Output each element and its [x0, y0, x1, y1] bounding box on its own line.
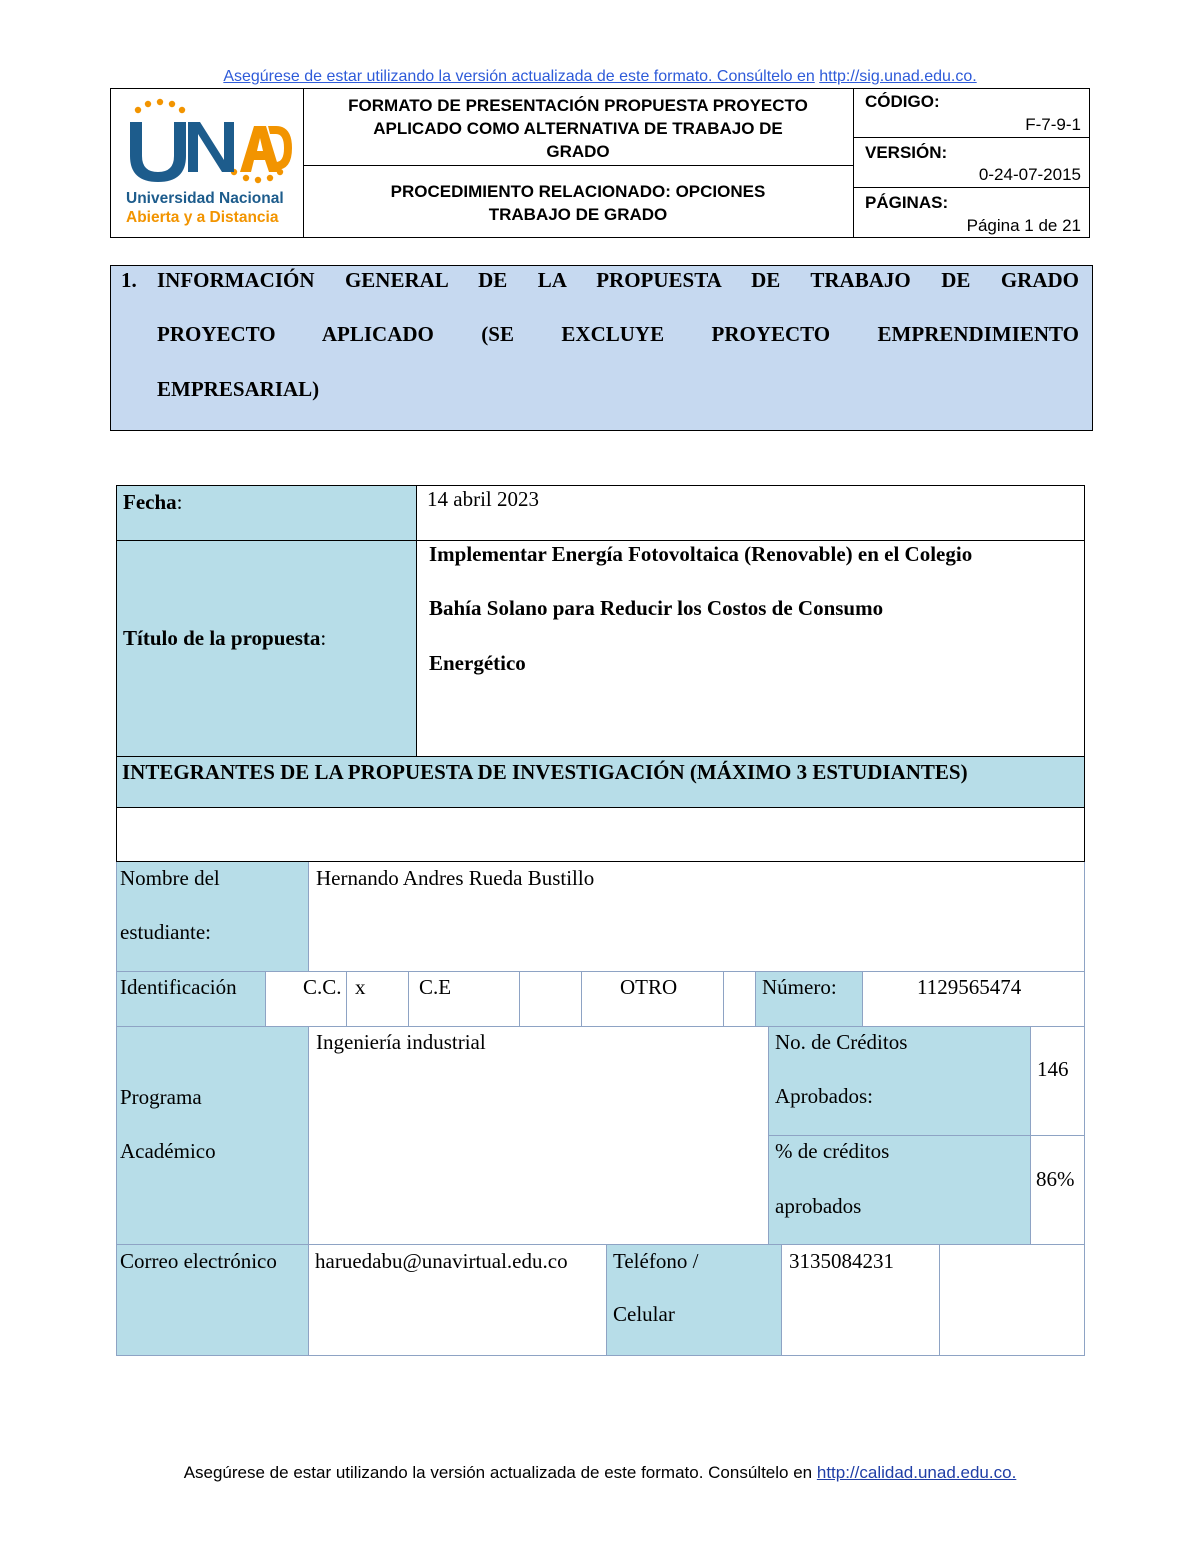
cc-mark: x [355, 975, 366, 999]
top-notice-link[interactable]: http://sig.unad.edu.co. [819, 68, 977, 85]
nombre-label-line-2: estudiante: [120, 920, 211, 944]
bottom-notice-link[interactable]: http://calidad.unad.edu.co. [816, 1463, 1017, 1482]
format-title-line-3: GRADO [546, 142, 610, 161]
telefono-label-line-2: Celular [613, 1302, 675, 1326]
titulo-label-text: Título de la propuesta [123, 626, 321, 650]
creditos-label-line-2: Aprobados: [775, 1084, 873, 1108]
nombre-label-line-1: Nombre del [120, 866, 220, 890]
fecha-label [123, 490, 183, 515]
version-value: 0-24-07-2015 [978, 165, 1081, 184]
fecha-titulo-label-fill [117, 486, 417, 757]
cc-label: C.C. [303, 975, 342, 999]
top-notice-text: Asegúrese de estar utilizando la versión actualizada de este formato. Consúltelo en [223, 68, 815, 85]
fecha-label-text: Fecha [123, 490, 177, 514]
titulo-label [123, 626, 326, 651]
identificacion-label: Identificación [120, 975, 237, 999]
codigo-label: CÓDIGO: [865, 92, 940, 111]
nombre-value: Hernando Andres Rueda Bustillo [316, 866, 595, 890]
pct-label-line-1: % de créditos [775, 1139, 890, 1163]
pct-label-line-2: aprobados [775, 1194, 862, 1218]
titulo-line-1: Implementar Energía Fotovoltaica (Renovable) en el Colegio [429, 542, 973, 566]
logo-subtitle-2: Abierta y a Distancia [126, 209, 279, 226]
section-line-3: EMPRESARIAL) [157, 377, 320, 401]
section-line-1: INFORMACIÓN GENERAL DE LA PROPUESTA DE TRABAJO DE GRADO [157, 268, 1079, 292]
programa-label-line-1: Programa [120, 1085, 202, 1109]
otro-label: OTRO [620, 975, 678, 999]
telefono-value: 3135084231 [789, 1249, 894, 1273]
numero-value: 1129565474 [917, 975, 1022, 999]
format-title-line-2: APLICADO COMO ALTERNATIVA DE TRABAJO DE [373, 119, 783, 138]
titulo-line-2: Bahía Solano para Reducir los Costos de Consumo [429, 596, 884, 620]
paginas-label: PÁGINAS: [865, 193, 949, 212]
ce-label: C.E [419, 975, 452, 999]
telefono-label-line-1: Teléfono / [613, 1249, 699, 1273]
bottom-notice-text: Asegúrese de estar utilizando la versión actualizada de este formato. Consúltelo en [183, 1463, 813, 1482]
procedure-line-2: TRABAJO DE GRADO [488, 205, 668, 224]
paginas-value: Página 1 de 21 [966, 216, 1081, 235]
format-title-line-1: FORMATO DE PRESENTACIÓN PROPUESTA PROYECTO [348, 96, 808, 115]
section-number: 1. [121, 268, 137, 292]
programa-value: Ingeniería industrial [316, 1030, 486, 1054]
correo-label: Correo electrónico [120, 1249, 277, 1273]
correo-value: haruedabu@unavirtual.edu.co [315, 1249, 568, 1273]
programa-label-line-2: Académico [120, 1139, 216, 1163]
logo-subtitle-1: Universidad Nacional [126, 190, 284, 207]
pct-value: 86% [1036, 1167, 1075, 1191]
procedure-line-1: PROCEDIMIENTO RELACIONADO: OPCIONES [390, 182, 766, 201]
bottom-notice [0, 1463, 1200, 1483]
creditos-label-line-1: No. de Créditos [775, 1030, 908, 1054]
numero-label: Número: [762, 975, 837, 999]
creditos-value: 146 [1037, 1057, 1069, 1081]
integrantes-header: INTEGRANTES DE LA PROPUESTA DE INVESTIGACIÓN (MÁXIMO 3 ESTUDIANTES) [122, 760, 968, 784]
fecha-label-colon: : [176, 490, 183, 514]
version-label: VERSIÓN: [865, 143, 948, 162]
programa-label-fill [117, 1027, 308, 1245]
titulo-label-colon: : [320, 626, 327, 650]
titulo-line-3: Energético [429, 651, 526, 675]
codigo-value: F-7-9-1 [1025, 115, 1081, 134]
fecha-value: 14 abril 2023 [427, 487, 539, 511]
section-line-2: PROYECTO APLICADO (SE EXCLUYE PROYECTO EMPRENDIMIENTO [157, 322, 1079, 346]
